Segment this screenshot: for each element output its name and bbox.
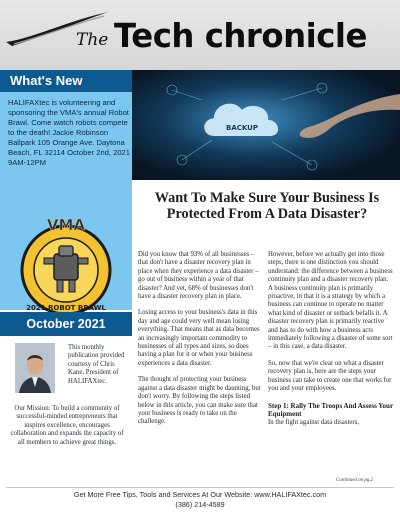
article-paragraph: Losing access to your business's data in this day and age could very well mean losing everything. That means that as data becomes an increasingly important commodity to businesses of all types and sizes, so does having a plan for it or when your business experiences a data disaster. [138,309,260,367]
whats-new-panel [0,92,132,310]
whats-new-text: HALIFAXtec is volunteering and sponsoring the VMA's annual Robot Brawl. Come watch robots compete to the death! Jackie Robinson Ballpark 105 Orange Ave. Daytona Beach, FL 32114 October 2nd, 2021 9AM-12PM [8,98,131,167]
hero-backup-label: BACKUP [225,124,259,132]
photo-caption: This monthly publication provided courtesy of Chris Kane, President of HALIFAXtec. [68,344,125,385]
article-paragraph: So, now that we're clear on what a disaster recovery plan is, here are the steps your business can take to create one that works for you and your employees. [268,359,392,393]
footer-phone: (386) 214-4589 [175,500,225,509]
badge-top-text: VMA [46,216,86,234]
mission-statement: Our Mission: To build a community of successful-minded entrepreneurs that inspires excellence, encourages collaboration and expands the capacity of all members to achieve great things. [10,405,124,446]
whats-new-title: What's New [10,73,83,88]
step-heading: Step 1: Rally The Troops And Assess Your Equipment [268,401,393,419]
president-photo [15,343,55,393]
badge-bottom-text: 2021 ROBOT BRAWL [26,304,106,312]
masthead-title: Tech chronicle [114,16,367,55]
footer-website-line: Get More Free Tips, Tools and Services At Our Website: www.HALIFAXtec.com [73,490,327,499]
sidebar [0,70,132,488]
article-column-1 [138,251,263,435]
robot-brawl-badge [14,210,118,322]
article-paragraph: In the fight against data disasters, [268,418,359,426]
article-headline: Want To Make Sure Your Business Is Protected From A Data Disaster? [154,190,380,222]
issue-month: October 2021 [26,317,106,331]
masthead-the: The [76,30,109,50]
continued-note: Continued on pg.2 [336,478,374,483]
article-paragraph: The thought of protecting your business against a data disaster might be daunting, but don't worry. By following the steps listed below in this article, you can make sure that your business is ready to take on the challenge. [138,376,261,426]
issue-month-bar [0,312,132,336]
masthead [0,0,400,70]
hero-cloud-backup-image [132,70,400,180]
footer-divider [6,487,394,488]
whats-new-header [0,70,132,92]
article-column-2 [268,251,393,435]
article-paragraph: However, before we actually get into those steps, there is one distinction you should understand: the difference between a business continuity plan and a disaster recovery plan. A business continuity plan is primarily proactive, in that it is a strategy by which a business can continue to operate no matter what kind of disaster or setback befalls it. A disaster recovery plan is primarily reactive and has to do with how a business acts immediately following a disaster of some sort – in this case, a data disaster. [268,251,393,351]
article-paragraph: Did you know that 93% of all businesses – that don't have a disaster recovery plan in place when they experience a data disaster – go out of business within a year of that disaster? And yet, 68% of businesses don't have a disaster recovery plan in place. [138,251,259,301]
